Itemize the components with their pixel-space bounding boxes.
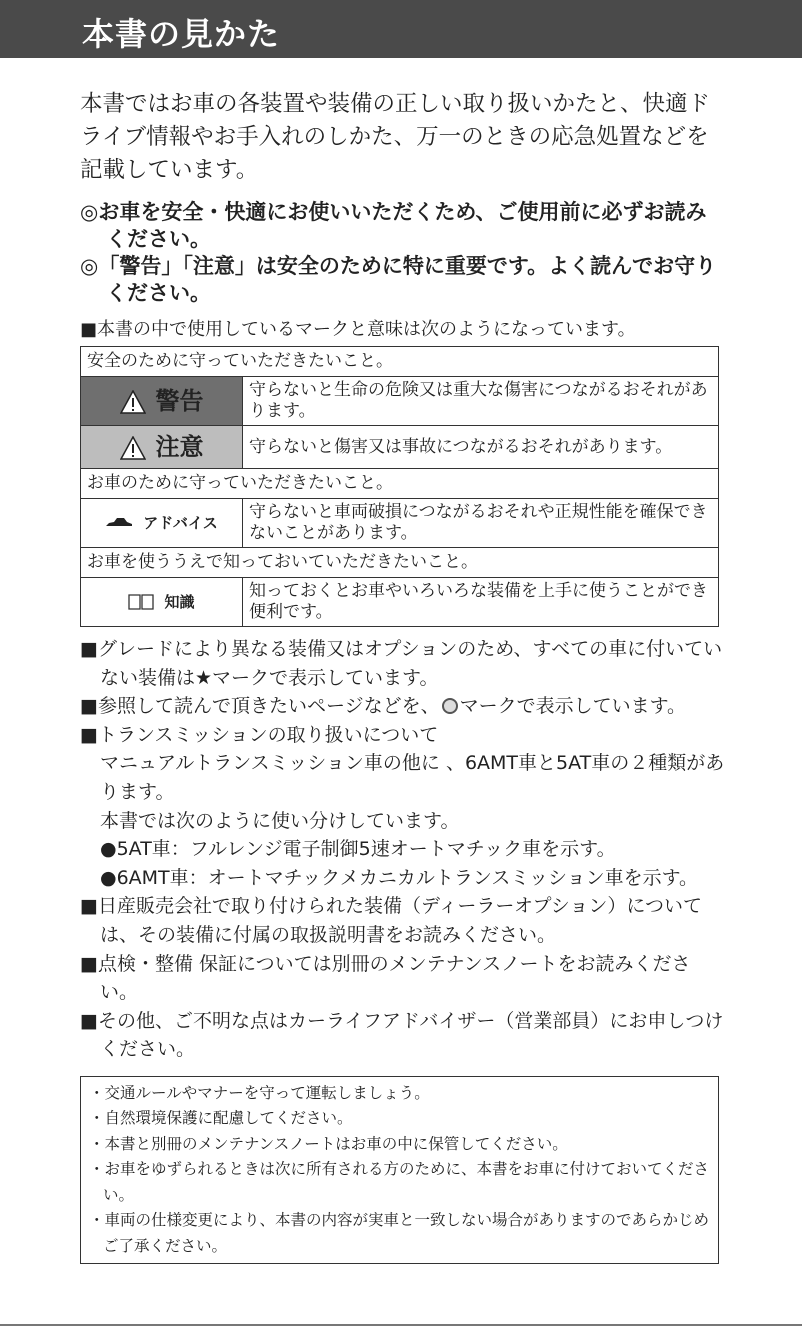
list-item: ●6AMT車：オートマチックメカニカルトランスミッション車を示す。: [100, 866, 699, 889]
list-item: ■トランスミッションの取り扱いについて: [80, 723, 439, 746]
list-item: ■その他、ご不明な点はカーライフアドバイザー（営業部員）にお申しつけください。: [80, 1009, 724, 1061]
list-item: ■点検・整備 保証については別冊のメンテナンスノートをお読みください。: [80, 952, 691, 1004]
note: ◎「警告」「注意」は安全のために特に重要です。よく読んでお守りください。: [80, 254, 717, 305]
list-item: ・本書と別冊のメンテナンスノートはお車の中に保管してください。: [89, 1134, 568, 1153]
list-item: ■グレードにより異なる装備又はオプションのため、すべての車に付いていない装備は★マークで表示しています。: [80, 638, 723, 689]
ref-text: マークで表示しています。: [459, 695, 687, 718]
book-icon: [128, 593, 154, 611]
warning-triangle-icon: [120, 390, 146, 414]
advice-label: アドバイス: [143, 513, 218, 532]
knowledge-label: 知識: [164, 592, 195, 611]
car-icon: [105, 517, 133, 529]
warning-text: 守らないと生命の危険又は重大な傷害につながるおそれがあります。: [243, 377, 719, 426]
caution-mark: [81, 426, 243, 469]
advice-text: 守らないと車両破損につながるおそれや正規性能を確保できないことがあります。: [243, 499, 719, 548]
advice-mark: [81, 499, 243, 548]
caution-text: 守らないと傷害又は事故につながるおそれがあります。: [243, 426, 719, 469]
knowledge-text: 知っておくとお車やいろいろな装備を上手に使うことができ便利です。: [243, 578, 719, 627]
warning-label: 警告: [155, 387, 204, 415]
section-safety: 安全のために守っていただきたいこと。: [81, 347, 719, 377]
magnifier-icon: [442, 698, 458, 714]
ref-text: ■参照して読んで頂きたいページなどを、: [80, 695, 440, 718]
caution-label: 注意: [155, 433, 204, 461]
list-item: ・自然環境保護に配慮してください。: [89, 1109, 353, 1128]
list-item: マニュアルトランスミッション車の他に 、6AMT車と5AT車の２種類があります。: [100, 752, 725, 803]
intro-paragraph: 本書ではお車の各装置や装備の正しい取り扱いかたと、快適ドライブ情報やお手入れのしかた、万一のときの応急処置などを記載しています。: [80, 91, 711, 183]
page-content: [80, 88, 725, 1284]
warning-triangle-icon: [120, 436, 146, 460]
note: ◎お車を安全・快適にお使いいただくため、ご使用前に必ずお読みください。: [80, 200, 707, 251]
marks-lead: ■本書の中で使用しているマークと意味は次のようになっています。: [80, 319, 636, 340]
warning-mark: [81, 377, 243, 426]
list-item: ・お車をゆずられるときは次に所有される方のために、本書をお車に付けておいてください。: [89, 1160, 710, 1204]
page-title: 本書の見かた: [82, 15, 281, 53]
list-item: ・交通ルールやマナーを守って運転しましょう。: [89, 1083, 430, 1102]
reminder-box: [80, 1076, 719, 1265]
important-notes: [80, 199, 725, 307]
list-item: 本書では次のように使い分けしています。: [100, 809, 460, 832]
usage-notes: [80, 635, 725, 1064]
section-car: お車のために守っていただきたいこと。: [81, 469, 719, 499]
list-item: ■日産販売会社で取り付けられた装備（ディーラーオプション）については、その装備に付属の取扱説明書をお読みください。: [80, 895, 702, 946]
marks-table: [80, 346, 719, 627]
section-knowledge: お車を使ううえで知っておいていただきたいこと。: [81, 548, 719, 578]
list-item: ・車両の仕様変更により、本書の内容が実車と一致しない場合がありますのであらかじめご了承ください。: [89, 1211, 710, 1255]
knowledge-mark: [81, 578, 243, 627]
page-header: [0, 0, 802, 58]
list-item: [80, 692, 725, 721]
list-item: ●5AT車：フルレンジ電子制御5速オートマチック車を示す。: [100, 838, 616, 861]
